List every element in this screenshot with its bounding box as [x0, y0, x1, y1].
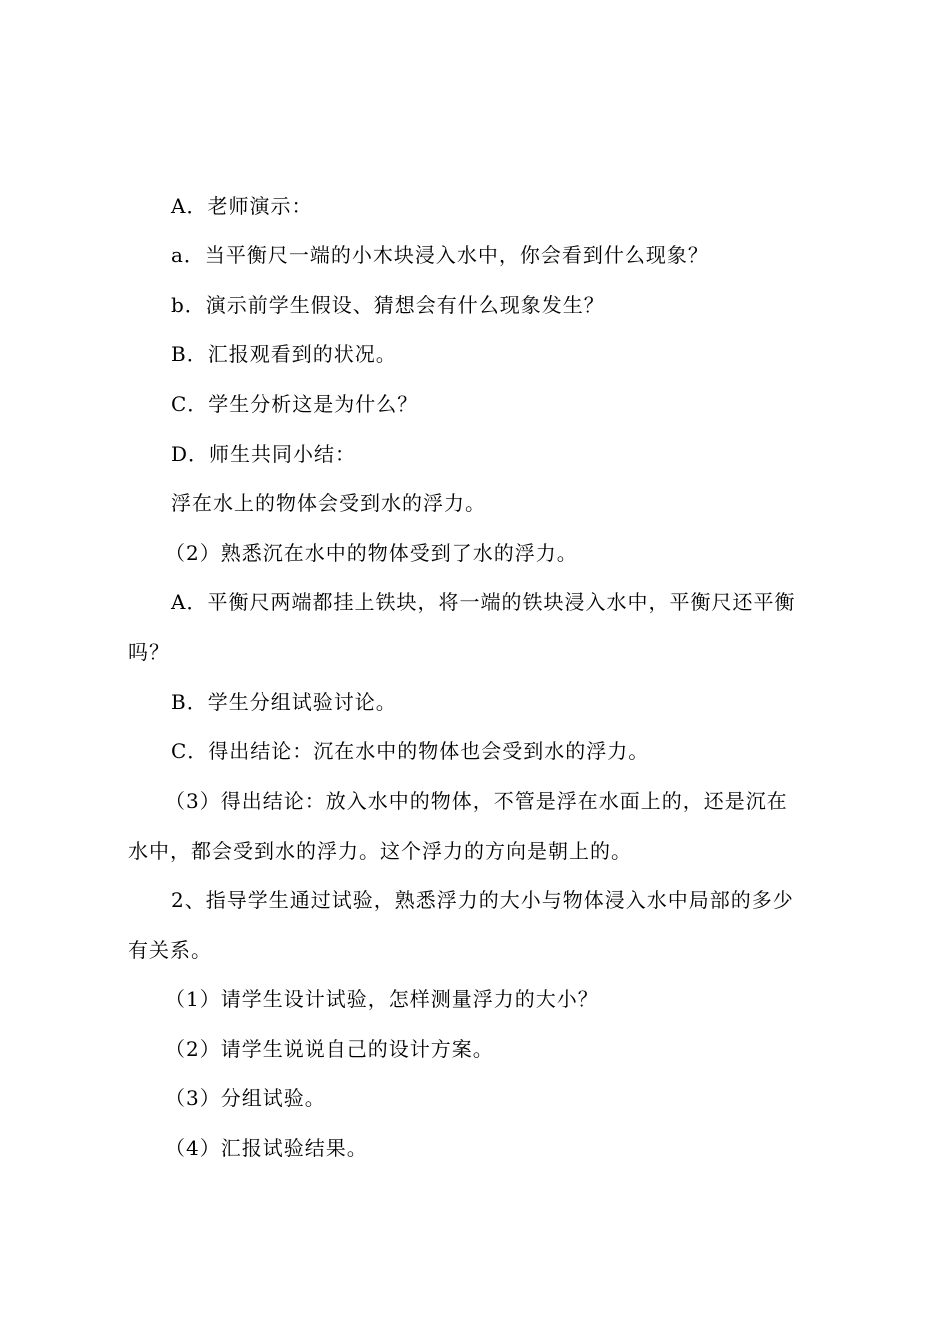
text-line: C．学生分析这是为什么？ [171, 392, 419, 416]
text-line: 水中，都会受到水的浮力。这个浮力的方向是朝上的。 [128, 839, 632, 863]
text-line: 浮在水上的物体会受到水的浮力。 [171, 491, 486, 515]
text-line: C．得出结论：沉在水中的物体也会受到水的浮力。 [171, 739, 650, 763]
text-line: （4）汇报试验结果。 [165, 1136, 368, 1160]
text-line: （2）请学生说说自己的设计方案。 [165, 1037, 494, 1061]
text-line: （3）分组试验。 [165, 1086, 326, 1110]
text-line: （1）请学生设计试验，怎样测量浮力的大小？ [165, 987, 599, 1011]
text-line: 有关系。 [128, 938, 212, 962]
text-line: a．当平衡尺一端的小木块浸入水中，你会看到什么现象？ [171, 243, 709, 267]
text-line: A．老师演示： [171, 194, 313, 218]
text-line: 吗？ [128, 640, 170, 664]
text-line: B．学生分组试验讨论。 [171, 690, 397, 714]
text-line: （3）得出结论：放入水中的物体，不管是浮在水面上的，还是沉在 [165, 789, 788, 813]
text-line: 2、指导学生通过试验，熟悉浮力的大小与物体浸入水中局部的多少 [171, 888, 794, 912]
text-line: A．平衡尺两端都挂上铁块，将一端的铁块浸入水中，平衡尺还平衡 [171, 590, 796, 614]
text-line: b．演示前学生假设、猜想会有什么现象发生？ [171, 293, 605, 317]
text-line: （2）熟悉沉在水中的物体受到了水的浮力。 [165, 541, 578, 565]
text-line: D．师生共同小结： [171, 442, 357, 466]
text-line: B．汇报观看到的状况。 [171, 342, 397, 366]
